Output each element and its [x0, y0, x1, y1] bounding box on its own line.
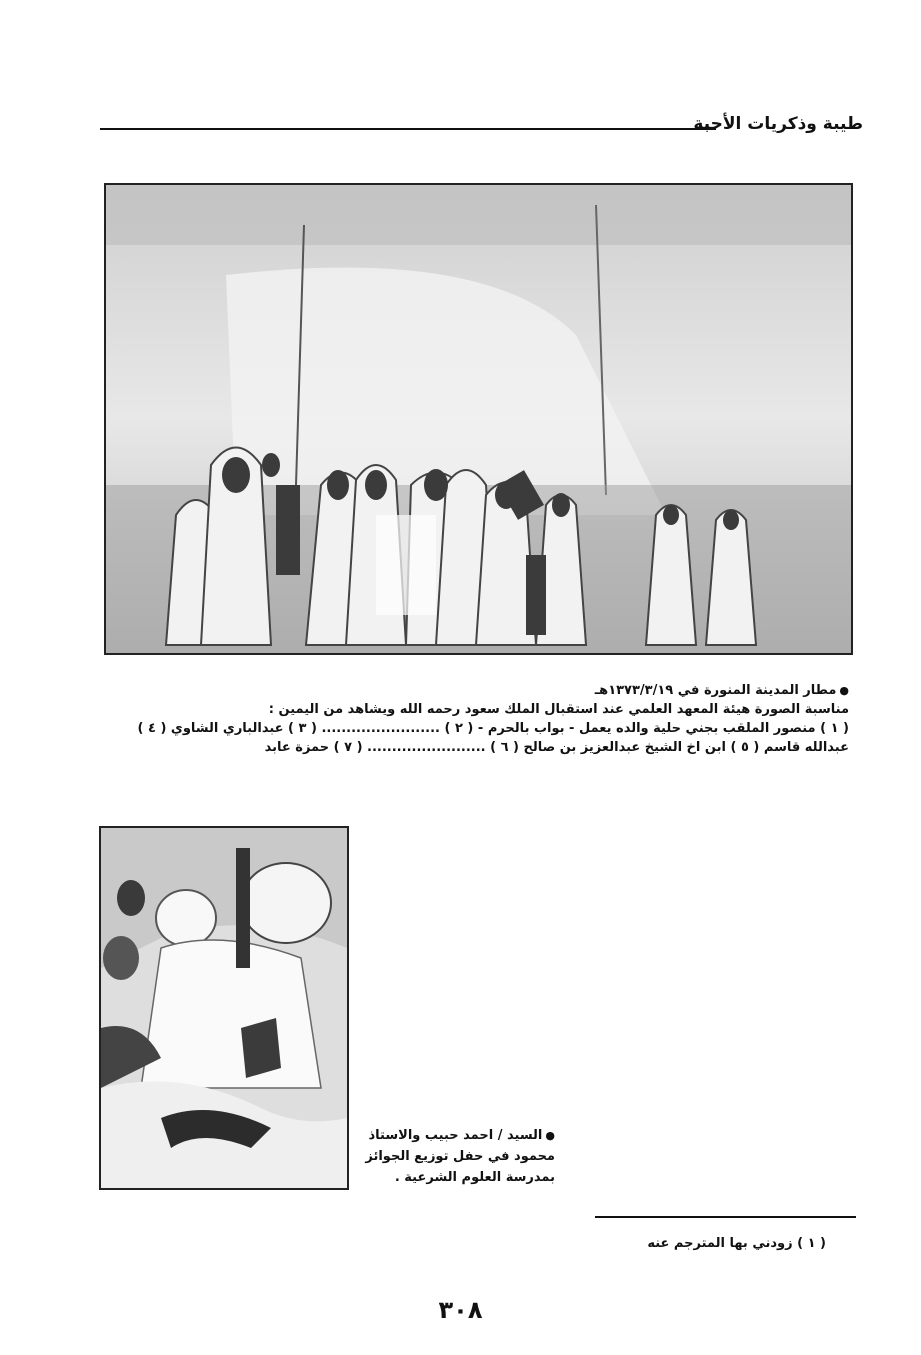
caption-line: ●مطار المدينة المنورة في ١٣٧٣/٣/١٩هـ [594, 683, 849, 698]
caption-line: ( ١ ) منصور الملقب بجني حلية والده يعمل - بواب بالحرم - ( ٢ ) ........................ ( ٣ ) عبدالباري الشاوي ( ٤ ) [137, 721, 849, 736]
main-photo [104, 183, 853, 655]
caption-line: محمود في حفل توزيع الجوائز [365, 1149, 555, 1164]
main-photo-image [106, 185, 851, 653]
main-photo-caption [89, 681, 849, 757]
header-title: طيبة وذكريات الأحبة [693, 114, 863, 134]
small-photo-caption [340, 1125, 555, 1188]
footnote: ( ١ ) زودني بها المترجم عنه [647, 1236, 826, 1251]
small-photo [99, 826, 349, 1190]
caption-line: ●السيد / احمد حبيب والاستاذ [368, 1128, 555, 1143]
caption-line: عبدالله قاسم ( ٥ ) ابن اخ الشيخ عبدالعزيز بن صالح ( ٦ ) ........................ ( ٧ ) حمزة عابد [264, 740, 849, 755]
bullet-icon: ● [839, 684, 849, 697]
header-rule [100, 128, 716, 130]
caption-line: مناسبة الصورة هيئة المعهد العلمي عند استقبال الملك سعود رحمه الله ويشاهد من اليمين : [268, 702, 849, 717]
bullet-icon: ● [545, 1129, 555, 1142]
footnote-rule [595, 1216, 856, 1218]
page-number: ٣٠٨ [438, 1296, 483, 1324]
caption-line: بمدرسة العلوم الشرعية . [394, 1170, 555, 1185]
small-photo-image [101, 828, 347, 1188]
